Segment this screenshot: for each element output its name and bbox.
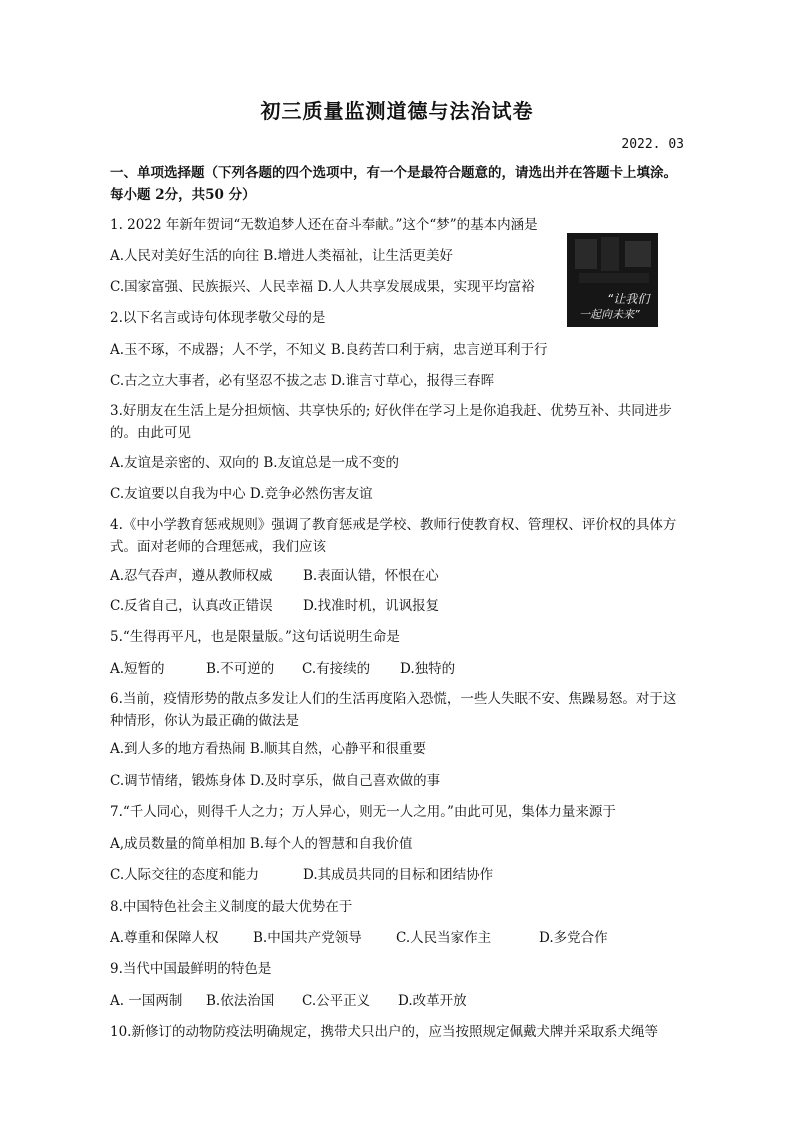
q4-option-b: B.表面认错，怀恨在心 [303, 568, 439, 584]
question-7-stem: 7.“千人同心，则得千人之力；万人异心，则无一人之用。”由此可见，集体力量来源于 [110, 804, 616, 820]
question-6-options-cd: C.调节情绪，锻炼身体 D.及时享乐，做自己喜欢做的事 [110, 773, 441, 789]
q9-option-a: A. 一国两制 [110, 993, 183, 1009]
question-9-stem: 9.当代中国最鲜明的特色是 [110, 961, 272, 977]
q8-option-b: B.中国共产党领导 [253, 930, 362, 946]
section-heading: 一、单项选择题（下列各题的四个选项中，有一个是最符合题意的，请选出并在答题卡上填涂。 每小题 2分，共50 分） [110, 165, 677, 203]
q9-option-c: C.公平正义 [302, 993, 371, 1009]
question-8-options [110, 927, 685, 949]
question-1-stem: 1. 2022 年新年贺词“无数追梦人还在奋斗奉献。”这个“梦”的基本内涵是 [110, 217, 538, 233]
exam-title: 初三质量监测道德与法治试卷 [260, 99, 534, 123]
q9-option-b: B.依法治国 [206, 993, 275, 1009]
question-9-options [110, 990, 685, 1012]
question-3-options-cd: C.友谊要以自我为中心 D.竞争必然伤害友谊 [110, 486, 373, 502]
question-3-stem: 3.好朋友在生活上是分担烦恼、共享快乐的; 好伙伴在学习上是你追我赶、优势互补、共同进步的。由此可见 [110, 403, 672, 441]
q8-option-c: C.人民当家作主 [396, 930, 492, 946]
q8-option-a: A.尊重和保障人权 [110, 930, 219, 946]
question-4-options-cd [110, 595, 685, 617]
question-1-options-ab: A.人民对美好生活的向往 B.增进人类福祉，让生活更美好 [110, 248, 454, 264]
question-2-stem: 2.以下名言或诗句体现孝敬父母的是 [110, 310, 326, 326]
question-4-stem: 4.《中小学教育惩戒规则》强调了教育惩戒是学校、教师行使教育权、管理权、评价权的具体方式。面对老师的合理惩戒，我们应该 [110, 517, 677, 555]
q5-option-a: A.短暂的 [110, 661, 165, 677]
question-5-options [110, 658, 685, 680]
exam-date: 2022. 03 [621, 137, 684, 152]
photo-caption-line2: 一起向未来” [579, 308, 640, 321]
question-8-stem: 8.中国特色社会主义制度的最大优势在于 [110, 899, 353, 915]
q5-option-c: C.有接续的 [302, 661, 371, 677]
question-1-options-cd: C.国家富强、民族振兴、人民幸福 D.人人共享发展成果，实现平均富裕 [110, 279, 535, 295]
question-10-stem: 10.新修订的动物防疫法明确规定，携带犬只出户的，应当按照规定佩戴犬牌并采取系犬绳等 [110, 1024, 658, 1040]
question-7-options-cd [110, 864, 685, 886]
q4-option-a: A.忍气吞声，遵从教师权威 [110, 568, 273, 584]
question-7-options-ab: A,成员数量的简单相加 B.每个人的智慧和自我价值 [110, 836, 413, 852]
question-2-options-ab: A.玉不琢，不成器；人不学，不知义 B.良药苦口利于病，忠言逆耳利于行 [110, 342, 548, 358]
q9-option-d: D.改革开放 [398, 993, 467, 1009]
question-5-stem: 5.“生得再平凡，也是限量版。”这句话说明生命是 [110, 629, 400, 645]
q4-option-d: D.找准时机，讥讽报复 [303, 598, 440, 614]
photo-caption-line1: “让我们 [607, 292, 650, 306]
question-3-options-ab: A.友谊是亲密的、双向的 B.友谊总是一成不变的 [110, 455, 400, 471]
q5-option-d: D.独特的 [400, 661, 456, 677]
question-2-options-cd: C.古之立大事者，必有坚忍不拔之志 D.谁言寸草心，报得三春晖 [110, 373, 495, 389]
q7-option-d: D.其成员共同的目标和团结协作 [303, 867, 494, 883]
question-4-options-ab [110, 565, 685, 587]
q5-option-b: B.不可逆的 [206, 661, 275, 677]
q4-option-c: C.反省自己，认真改正错误 [110, 598, 273, 614]
q8-option-d: D.多党合作 [539, 930, 608, 946]
q7-option-c: C.人际交往的态度和能力 [110, 867, 260, 883]
question-6-options-ab: A.到人多的地方看热闹 B.顺其自然，心静平和很重要 [110, 741, 427, 757]
question-6-stem: 6.当前，疫情形势的散点多发让人们的生活再度陷入恐慌，一些人失眠不安、焦躁易怒。对于这种情形，你认为最正确的做法是 [110, 691, 677, 729]
